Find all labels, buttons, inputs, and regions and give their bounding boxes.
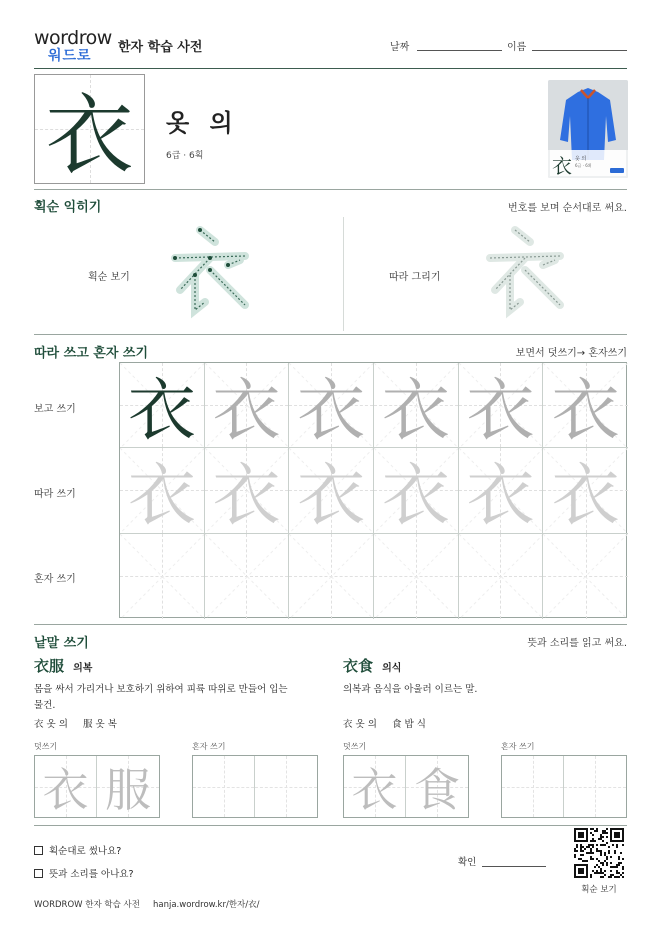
qr-code-icon[interactable] bbox=[574, 828, 624, 878]
word-2-heading bbox=[343, 655, 401, 676]
practice-section-title: 따라 쓰고 혼자 쓰기 bbox=[34, 346, 149, 361]
practice-character bbox=[120, 534, 204, 619]
practice-character: 衣 bbox=[466, 457, 535, 534]
practice-character: 衣 bbox=[381, 457, 450, 534]
word-1-self-box[interactable] bbox=[192, 755, 318, 818]
stroke-section-title: 획순 익히기 bbox=[34, 200, 102, 215]
word-1-self-label: 혼자 쓰기 bbox=[192, 742, 226, 751]
checklist-item-meaning[interactable]: 뜻과 소리를 아나요? bbox=[34, 866, 134, 880]
word-2-definition: 의복과 음식을 아울러 이르는 말. bbox=[343, 684, 478, 695]
footer-brand: WORDROW 한자 학습 사전 bbox=[34, 900, 140, 910]
row-label-self: 혼자 쓰기 bbox=[34, 574, 76, 585]
words-section-divider bbox=[34, 825, 627, 826]
word-1-parts: 衣 옷 의 服 옷 복 bbox=[34, 719, 117, 730]
word-1-definition: 몸을 싸서 가리거나 보호하기 위하여 피륙 따위로 만들어 입는 물건. bbox=[34, 684, 288, 711]
photo-reading: 옷 의 bbox=[575, 156, 587, 162]
word-2-trace-label: 덧쓰기 bbox=[343, 742, 367, 751]
stroke-trace-diagram[interactable] bbox=[475, 220, 575, 320]
practice-cell[interactable] bbox=[374, 534, 459, 619]
hero-character-box bbox=[34, 74, 145, 187]
word-1-hanja: 衣服 bbox=[34, 657, 65, 675]
stroke-section-note: 번호를 보며 순서대로 써요. bbox=[508, 203, 627, 214]
stroke-view-label: 획순 보기 bbox=[88, 272, 130, 283]
practice-cell[interactable] bbox=[374, 363, 459, 448]
hero-character: 衣 bbox=[45, 84, 134, 187]
practice-character: 衣 bbox=[381, 371, 450, 449]
name-label: 이름 bbox=[507, 42, 527, 53]
practice-cell[interactable] bbox=[205, 534, 290, 619]
word-2-parts: 衣 옷 의 食 밥 식 bbox=[343, 719, 426, 730]
photo-meta: 6급 · 6획 bbox=[575, 163, 592, 168]
row-label-trace: 따라 쓰기 bbox=[34, 489, 76, 500]
stroke-divider bbox=[343, 217, 344, 331]
word-1-trace-box[interactable]: 衣 服 bbox=[34, 755, 160, 818]
practice-character bbox=[374, 534, 458, 619]
wordrow-logo bbox=[34, 28, 114, 62]
practice-cell[interactable] bbox=[120, 363, 205, 448]
practice-cell[interactable] bbox=[205, 448, 290, 533]
hero-divider bbox=[34, 189, 627, 190]
practice-character: 衣 bbox=[127, 371, 196, 449]
word-2-self-label: 혼자 쓰기 bbox=[501, 742, 535, 751]
practice-cell[interactable] bbox=[459, 534, 544, 619]
practice-grid[interactable] bbox=[119, 362, 627, 618]
stroke-trace-label: 따라 그리기 bbox=[389, 272, 441, 283]
practice-character: 衣 bbox=[551, 371, 620, 449]
practice-cell[interactable] bbox=[289, 534, 374, 619]
footer-url[interactable]: hanja.wordrow.kr/한자/衣/ bbox=[153, 900, 260, 910]
checklist-item-stroke[interactable]: 획순대로 썼나요? bbox=[34, 843, 121, 857]
practice-character: 衣 bbox=[127, 457, 196, 534]
practice-cell[interactable] bbox=[459, 363, 544, 448]
practice-cell[interactable] bbox=[543, 363, 628, 448]
words-section-note: 뜻과 소리를 읽고 써요. bbox=[527, 638, 627, 649]
name-field-line[interactable] bbox=[532, 50, 627, 51]
logo-wordmark: wordrow bbox=[34, 27, 112, 49]
practice-character bbox=[459, 534, 543, 619]
word-1-trace-label: 덧쓰기 bbox=[34, 742, 58, 751]
photo-character: 衣 bbox=[552, 154, 572, 178]
header-title: 한자 학습 사전 bbox=[118, 40, 203, 55]
practice-character: 衣 bbox=[466, 371, 535, 449]
word-1-heading bbox=[34, 655, 92, 676]
confirm-signature-line[interactable] bbox=[482, 866, 546, 867]
practice-character: 衣 bbox=[212, 457, 281, 534]
words-section-title: 낱말 쓰기 bbox=[34, 636, 89, 651]
word-2-self-box[interactable] bbox=[501, 755, 627, 818]
practice-section-note: 보면서 덧쓰기→ 혼자쓰기 bbox=[515, 348, 627, 359]
stroke-order-diagram bbox=[160, 220, 260, 320]
practice-cell[interactable] bbox=[120, 448, 205, 533]
confirm-label: 확인 bbox=[458, 857, 477, 868]
practice-section-divider bbox=[34, 624, 627, 625]
practice-character bbox=[205, 534, 289, 619]
logo-korean: 워드로 bbox=[48, 48, 92, 64]
practice-cell[interactable] bbox=[374, 448, 459, 533]
practice-character: 衣 bbox=[212, 371, 281, 449]
practice-cell[interactable] bbox=[459, 448, 544, 533]
practice-cell[interactable] bbox=[120, 534, 205, 619]
practice-cell[interactable] bbox=[205, 363, 290, 448]
practice-character: 衣 bbox=[551, 457, 620, 534]
checkbox-meaning[interactable] bbox=[34, 869, 43, 878]
practice-character: 衣 bbox=[297, 457, 366, 534]
practice-character bbox=[289, 534, 373, 619]
word-2-hanja: 衣食 bbox=[343, 657, 374, 675]
hero-reading: 옷 의 bbox=[166, 109, 239, 137]
date-label: 날짜 bbox=[390, 42, 410, 53]
practice-character bbox=[543, 534, 628, 619]
word-2-reading: 의식 bbox=[382, 663, 402, 674]
practice-cell[interactable] bbox=[289, 363, 374, 448]
stroke-section-divider bbox=[34, 334, 627, 335]
checkbox-stroke[interactable] bbox=[34, 846, 43, 855]
jacket-photo bbox=[548, 80, 628, 178]
qr-label: 획순 보기 bbox=[581, 885, 617, 895]
hero-grade-strokes: 6급 · 6획 bbox=[166, 151, 204, 161]
practice-character: 衣 bbox=[297, 371, 366, 449]
practice-cell[interactable] bbox=[543, 534, 628, 619]
date-field-line[interactable] bbox=[417, 50, 502, 51]
practice-cell[interactable] bbox=[543, 448, 628, 533]
word-1-reading: 의복 bbox=[73, 663, 93, 674]
word-2-trace-box[interactable]: 衣 食 bbox=[343, 755, 469, 818]
row-label-view: 보고 쓰기 bbox=[34, 404, 76, 415]
practice-cell[interactable] bbox=[289, 448, 374, 533]
